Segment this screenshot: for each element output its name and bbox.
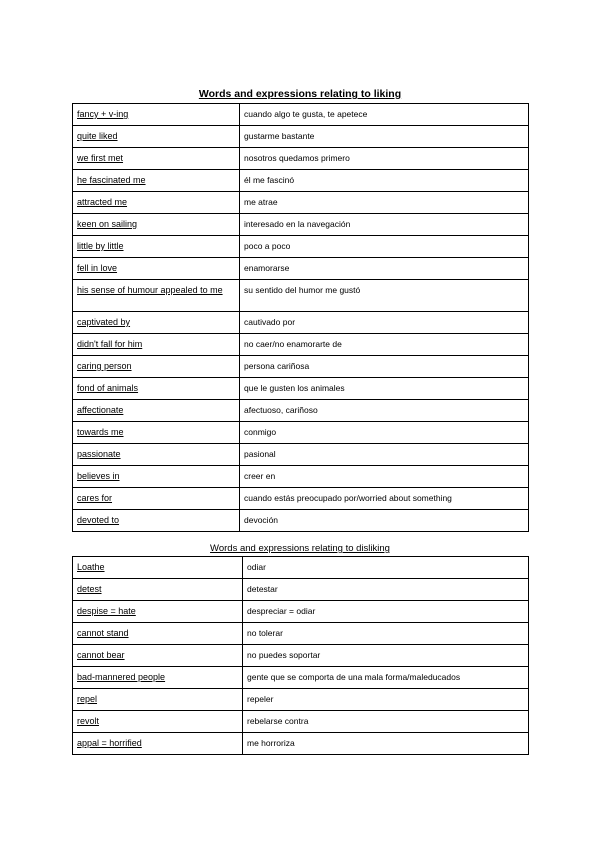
spanish-meaning: conmigo bbox=[244, 427, 277, 437]
table-row bbox=[73, 510, 529, 532]
english-term: despise = hate bbox=[77, 606, 136, 616]
english-term: cannot stand bbox=[77, 628, 129, 638]
english-term: we first met bbox=[77, 153, 124, 163]
table-row bbox=[73, 557, 529, 579]
spanish-meaning: me horroriza bbox=[247, 738, 295, 748]
table-row bbox=[73, 356, 529, 378]
table-row bbox=[73, 488, 529, 510]
table-row bbox=[73, 170, 529, 192]
table-row bbox=[73, 601, 529, 623]
table-row bbox=[73, 280, 529, 312]
spanish-meaning: persona cariñosa bbox=[244, 361, 310, 371]
disliking-table bbox=[72, 556, 529, 755]
spanish-meaning: enamorarse bbox=[244, 263, 290, 273]
spanish-meaning: no tolerar bbox=[247, 628, 283, 638]
spanish-meaning: su sentido del humor me gustó bbox=[244, 285, 361, 295]
english-term: Loathe bbox=[77, 562, 105, 572]
table-row bbox=[73, 214, 529, 236]
english-term: appal = horrified bbox=[77, 738, 142, 748]
english-term: bad-mannered people bbox=[77, 672, 166, 682]
english-term: repel bbox=[77, 694, 98, 704]
english-term: captivated by bbox=[77, 317, 131, 327]
spanish-meaning: gente que se comporta de una mala forma/maleducados bbox=[247, 672, 461, 682]
spanish-meaning: cautivado por bbox=[244, 317, 296, 327]
liking-table bbox=[72, 103, 529, 532]
spanish-meaning: creer en bbox=[244, 471, 276, 481]
table-row bbox=[73, 667, 529, 689]
table-row bbox=[73, 334, 529, 356]
english-term: keen on sailing bbox=[77, 219, 138, 229]
spanish-meaning: detestar bbox=[247, 584, 278, 594]
table-row bbox=[73, 148, 529, 170]
spanish-meaning: no puedes soportar bbox=[247, 650, 321, 660]
table-row bbox=[73, 312, 529, 334]
english-term: passionate bbox=[77, 449, 121, 459]
english-term: fancy + v-ing bbox=[77, 109, 129, 119]
english-term: quite liked bbox=[77, 131, 118, 141]
disliking-title: Words and expressions relating to disliking bbox=[210, 543, 390, 554]
english-term: fell in love bbox=[77, 263, 118, 273]
spanish-meaning: me atrae bbox=[244, 197, 278, 207]
table-row bbox=[73, 623, 529, 645]
english-term: little by little bbox=[77, 241, 124, 251]
spanish-meaning: gustarme bastante bbox=[244, 131, 315, 141]
table-row bbox=[73, 192, 529, 214]
spanish-meaning: despreciar = odiar bbox=[247, 606, 316, 616]
spanish-meaning: cuando algo te gusta, te apetece bbox=[244, 109, 368, 119]
english-term: didn't fall for him bbox=[77, 339, 143, 349]
english-term: towards me bbox=[77, 427, 124, 437]
table-row bbox=[73, 645, 529, 667]
english-term: he fascinated me bbox=[77, 175, 146, 185]
table-row bbox=[73, 104, 529, 126]
spanish-meaning: rebelarse contra bbox=[247, 716, 309, 726]
spanish-meaning: devoción bbox=[244, 515, 279, 525]
table-row bbox=[73, 466, 529, 488]
table-row bbox=[73, 378, 529, 400]
table-row bbox=[73, 444, 529, 466]
table-row bbox=[73, 258, 529, 280]
spanish-meaning: afectuoso, cariñoso bbox=[244, 405, 318, 415]
english-term: devoted to bbox=[77, 515, 120, 525]
english-term: fond of animals bbox=[77, 383, 139, 393]
spanish-meaning: nosotros quedamos primero bbox=[244, 153, 350, 163]
spanish-meaning: no caer/no enamorarte de bbox=[244, 339, 342, 349]
spanish-meaning: cuando estás preocupado por/worried about something bbox=[244, 493, 452, 503]
table-row bbox=[73, 711, 529, 733]
spanish-meaning: interesado en la navegación bbox=[244, 219, 351, 229]
english-term: his sense of humour appealed to me bbox=[77, 285, 223, 295]
liking-title: Words and expressions relating to liking bbox=[198, 88, 402, 100]
table-row bbox=[73, 733, 529, 755]
english-term: revolt bbox=[77, 716, 100, 726]
english-term: detest bbox=[77, 584, 102, 594]
spanish-meaning: repeler bbox=[247, 694, 274, 704]
spanish-meaning: pasional bbox=[244, 449, 276, 459]
english-term: believes in bbox=[77, 471, 120, 481]
english-term: cares for bbox=[77, 493, 113, 503]
table-row bbox=[73, 689, 529, 711]
english-term: caring person bbox=[77, 361, 132, 371]
table-row bbox=[73, 422, 529, 444]
spanish-meaning: odiar bbox=[247, 562, 266, 572]
table-row bbox=[73, 579, 529, 601]
table-row bbox=[73, 126, 529, 148]
spanish-meaning: él me fascinó bbox=[244, 175, 295, 185]
spanish-meaning: que le gusten los animales bbox=[244, 383, 345, 393]
table-row bbox=[73, 400, 529, 422]
english-term: attracted me bbox=[77, 197, 128, 207]
table-row bbox=[73, 236, 529, 258]
english-term: cannot bear bbox=[77, 650, 125, 660]
spanish-meaning: poco a poco bbox=[244, 241, 291, 251]
english-term: affectionate bbox=[77, 405, 124, 415]
